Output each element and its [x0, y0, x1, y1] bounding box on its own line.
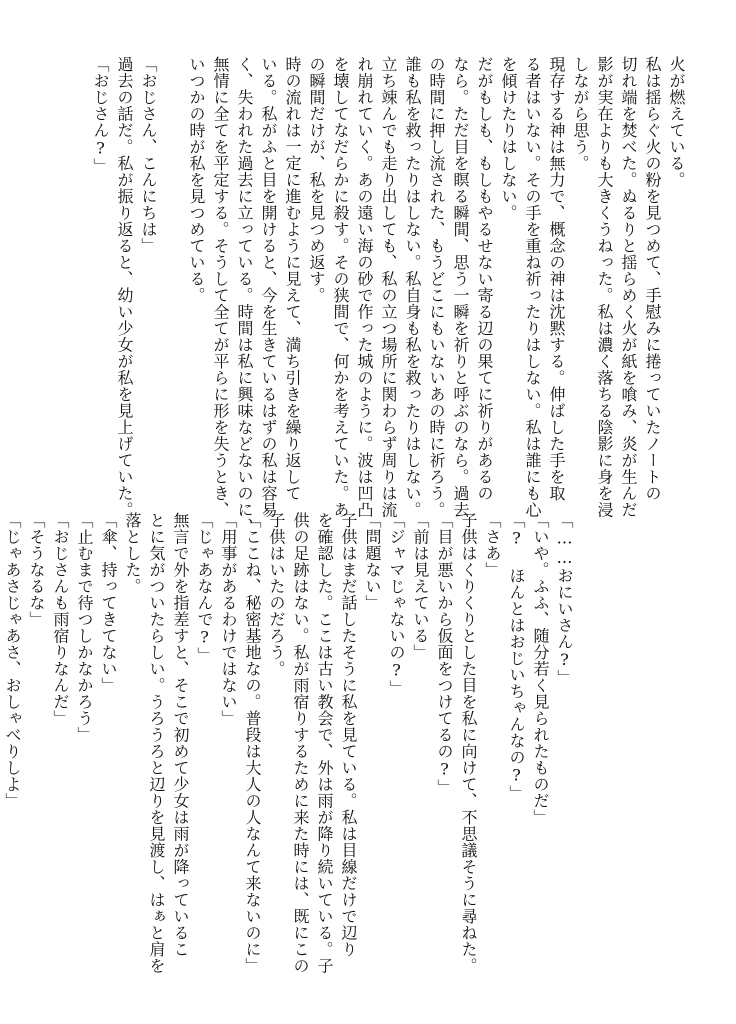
- text-line: れ崩れていく。あの遠い海の砂で作った城のように。波は凹凸: [355, 56, 374, 518]
- text-line: 「……おにいさん?」: [555, 512, 574, 686]
- text-line: 子供はくりくりとした目を私に向けて、不思議そうに尋ねた。: [459, 512, 478, 974]
- text-line: 火が燃えている。: [667, 56, 686, 188]
- text-line: を壊してなだらかに殺す。その狭間で、何かを考えていた。あ: [331, 56, 350, 518]
- text-line: 無言で外を指差すと、そこで初めて少女は雨が降っているこ: [171, 512, 190, 958]
- text-line: 現存する神は無力で、概念の神は沈黙する。伸ばした手を取: [547, 56, 566, 502]
- text-line: 「じゃあなんで?」: [195, 512, 214, 664]
- text-line: しながら思う。: [571, 56, 590, 172]
- text-line: 「おじさんも雨宿りなんだ」: [51, 512, 70, 727]
- text-line: 「いや。ふふ、随分若く見られたものだ」: [531, 512, 550, 826]
- text-line: 誰も私を救ったりはしない。私自身も私を救ったりはしない。: [403, 56, 422, 518]
- text-line: 時の流れは一定に進むように見えて、満ち引きを繰り返して: [283, 56, 302, 502]
- text-line: を傾けたりはしない。: [499, 56, 518, 221]
- text-line: [160, 56, 184, 496]
- text-line: 供の足跡はない。私が雨宿りするために来た時には、既にこの: [291, 512, 310, 974]
- lower-text-block: [3, 512, 576, 974]
- text-line: だがもしも、もしもやるせない寄る辺の果てに祈りがあるの: [475, 56, 494, 502]
- text-line: 「前は見えている」: [411, 512, 430, 661]
- text-line: 「じゃあさじゃあさ、おしゃべりしよ」: [3, 512, 22, 809]
- text-line: 子供はいたのだろう。: [267, 512, 286, 677]
- upper-text-block: [91, 56, 688, 535]
- text-line: 影が実在よりも大きくうねった。私は濃く落ちる陰影に身を浸: [595, 56, 614, 518]
- text-line: 「そうなるな」: [27, 512, 46, 628]
- text-line: 落とした。: [123, 512, 142, 595]
- text-line: 私は揺らぐ火の粉を見つめて、手慰みに捲っていたノートの: [643, 56, 662, 502]
- text-line: 「目が悪いから仮面をつけてるの?」: [435, 512, 454, 796]
- text-line: 「ここね、秘密基地なの。普段は大人の人なんて来ないのに」: [243, 512, 262, 974]
- text-line: なら。ただ目を瞑る瞬間、思う一瞬を祈りと呼ぶのなら。過去: [451, 56, 470, 518]
- text-line: る者はいない。その手を重ね祈ったりはしない。私は誰にも心: [523, 56, 542, 518]
- text-line: 「傘、持ってきてない」: [99, 512, 118, 694]
- text-line: く、失われた過去に立っている。時間は私に興味などないのに、: [235, 56, 254, 535]
- text-line: 「ジャマじゃないの?」: [387, 512, 406, 697]
- text-line: の瞬間だけが、私を見つめ返す。: [307, 56, 326, 304]
- text-line: 切れ端を焚べた。ぬるりと揺らめく火が紙を喰み、炎が生んだ: [619, 56, 638, 518]
- text-line: 過去の話だ。私が振り返ると、幼い少女が私を見上げていた。: [115, 56, 134, 518]
- text-line: 「? ほんとはおじいちゃんなの?」: [507, 512, 526, 802]
- text-line: 「止むまで待つしかなかろう」: [75, 512, 94, 743]
- text-line: 「おじさん、こんにちは」: [139, 56, 158, 254]
- text-line: 無情に全てを平定する。そうして全てが平らに形を失うとき、: [211, 56, 230, 518]
- text-line: 「用事があるわけではない」: [219, 512, 238, 727]
- text-line: とに気がついたらしい。うろうろと辺りを見渡し、はぁと肩を: [147, 512, 166, 974]
- text-line: の時間に押し流された、もうどこにもいないあの時に祈ろう。: [427, 56, 446, 518]
- text-line: 「問題ない」: [363, 512, 382, 611]
- text-line: 「さあ」: [483, 512, 502, 578]
- text-line: 立ち竦んでも走り出しても、私の立つ場所に関わらず周りは流: [379, 56, 398, 518]
- text-line: いつかの時が私を見つめている。: [187, 56, 206, 304]
- text-line: 子供はまだ話したそうに私を見ている。私は目線だけで辺り: [339, 512, 358, 958]
- text-line: 「おじさん?」: [91, 56, 110, 175]
- text-line: いる。私がふと目を開けると、今を生きているはずの私は容易: [259, 56, 278, 518]
- text-line: を確認した。ここは古い教会で、外は雨が降り続いている。子: [315, 512, 334, 974]
